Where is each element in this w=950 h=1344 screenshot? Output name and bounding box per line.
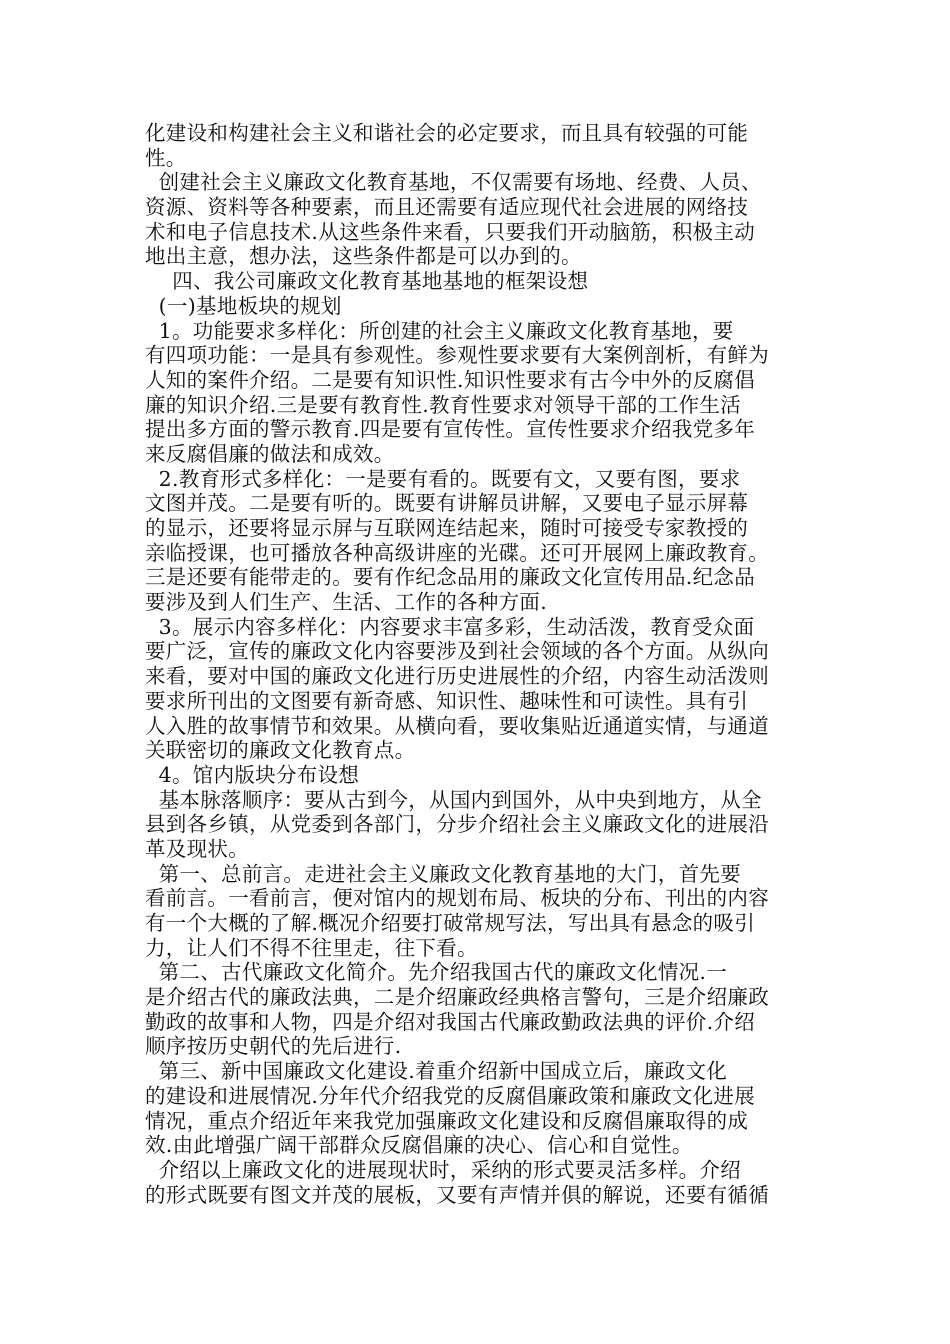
text-line: 第一、总前言。走进社会主义廉政文化教育基地的大门，首先要 (145, 861, 742, 886)
text-line: 勤政的故事和人物，四是介绍对我国古代廉政勤政法典的评价.介绍 (145, 1009, 756, 1034)
text-line: 来看，要对中国的廉政文化进行历史进展性的介绍，内容生动活泼则 (145, 664, 769, 689)
text-line: 人知的案件介绍。二是要有知识性.知识性要求有古今中外的反腐倡 (145, 367, 756, 392)
text-line: 要广泛，宣传的廉政文化内容要涉及到社会领域的各个方面。从纵向 (145, 639, 769, 664)
text-line: 要涉及到人们生产、生活、工作的各种方面. (145, 590, 548, 615)
text-line: 资源、资料等各种要素，而且还需要有适应现代社会进展的网络技 (145, 195, 749, 220)
text-line: 是介绍古代的廉政法典，二是介绍廉政经典格言警句，三是介绍廉政 (145, 985, 769, 1010)
text-line: 3。展示内容多样化：内容要求丰富多彩，生动活泼，教育受众面 (145, 614, 755, 639)
text-line: 廉的知识介绍.三是要有教育性.教育性要求对领导干部的工作生活 (145, 392, 742, 417)
text-line: 第三、新中国廉政文化建设.着重介绍新中国成立后，廉政文化 (145, 1059, 728, 1084)
document-body (145, 121, 805, 1207)
text-line: 性。 (145, 145, 187, 170)
text-line: 1。功能要求多样化：所创建的社会主义廉政文化教育基地，要 (145, 318, 734, 343)
text-line: 县到各乡镇，从党委到各部门，分步介绍社会主义廉政文化的进展沿 (145, 812, 769, 837)
text-line: 提出多方面的警示教育.四是要有宣传性。宣传性要求介绍我党多年 (145, 417, 756, 442)
text-line: 的显示，还要将显示屏与互联网连结起来，随时可接受专家教授的 (145, 516, 749, 540)
text-line: 顺序按历史朝代的先后进行. (145, 1034, 402, 1059)
text-line: 革及现状。 (145, 836, 249, 861)
text-line: 化建设和构建社会主义和谐社会的必定要求，而且具有较强的可能 (145, 121, 749, 145)
text-line: 创建社会主义廉政文化教育基地，不仅需要有场地、经费、人员、 (145, 170, 762, 195)
text-line: 效.由此增强广阔干部群众反腐倡廉的决心、信心和自觉性。 (145, 1133, 693, 1158)
text-line: 看前言。一看前言，便对馆内的规划布局、板块的分布、刊出的内容 (145, 886, 769, 911)
text-line: 基本脉落顺序：要从古到今，从国内到国外，从中央到地方，从全 (145, 787, 762, 812)
text-line: 来反腐倡廉的做法和成效。 (145, 441, 395, 466)
text-line: 人入胜的故事情节和效果。从横向看，要收集贴近通道实情，与通道 (145, 713, 769, 738)
text-line: 2.教育形式多样化：一是要有看的。既要有文，又要有图，要求 (145, 466, 741, 491)
text-line: 的形式既要有图文并茂的展板，又要有声情并俱的解说，还要有循循 (145, 1182, 769, 1207)
text-line: 4。馆内版块分布设想 (145, 762, 360, 787)
text-line: 亲临授课，也可播放各种高级讲座的光碟。还可开展网上廉政教育。 (145, 540, 769, 565)
text-line: 地出主意，想办法，这些条件都是可以办到的。 (145, 244, 582, 269)
text-line: 力，让人们不得不往里走，往下看。 (145, 935, 478, 960)
text-line: 文图并茂。二是要有听的。既要有讲解员讲解，又要电子显示屏幕 (145, 491, 749, 516)
subsection-heading: (一)基地板块的规划 (145, 293, 342, 318)
text-line: 关联密切的廉政文化教育点。 (145, 738, 416, 763)
text-line: 三是还要有能带走的。要有作纪念品用的廉政文化宣传用品.纪念品 (145, 565, 756, 590)
text-line: 介绍以上廉政文化的进展现状时，采纳的形式要灵活多样。介绍 (145, 1157, 742, 1182)
text-line: 有一个大概的了解.概况介绍要打破常规写法，写出具有悬念的吸引 (145, 911, 756, 935)
text-line: 情况，重点介绍近年来我党加强廉政文化建设和反腐倡廉取得的成 (145, 1108, 749, 1133)
text-line: 要求所刊出的文图要有新奇感、知识性、趣味性和可读性。具有引 (145, 688, 749, 713)
text-line: 第二、古代廉政文化简介。先介绍我国古代的廉政文化情况.一 (145, 960, 728, 985)
text-line: 术和电子信息技术.从这些条件来看，只要我们开动脑筋，积极主动 (145, 219, 756, 244)
text-line: 有四项功能：一是具有参观性。参观性要求要有大案例剖析，有鲜为 (145, 343, 769, 368)
text-line: 的建设和进展情况.分年代介绍我党的反腐倡廉政策和廉政文化进展 (145, 1083, 756, 1108)
section-heading: 四、我公司廉政文化教育基地基地的框架设想 (145, 269, 589, 294)
